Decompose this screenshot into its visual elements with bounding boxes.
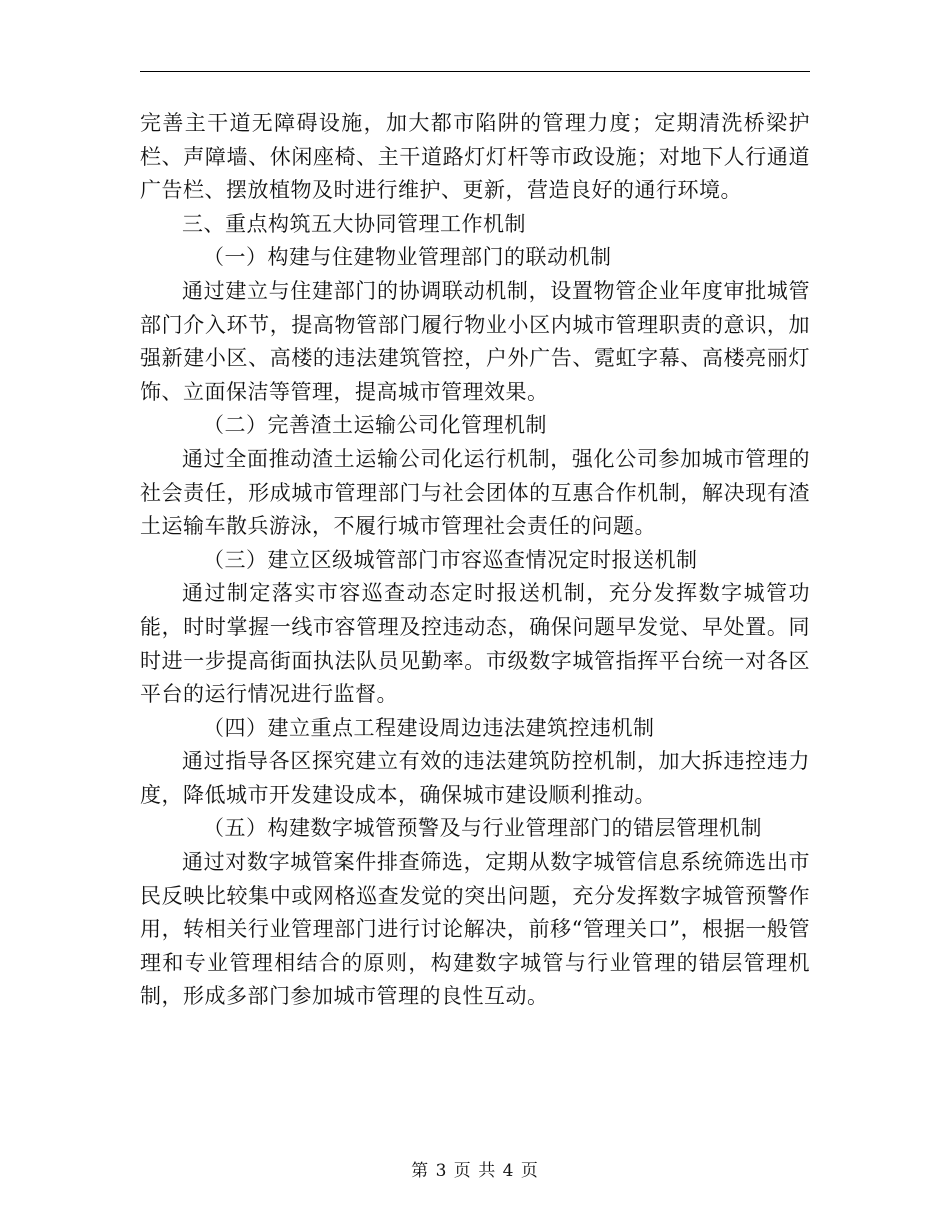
page-number: 第 3 页 共 4 页	[411, 1161, 539, 1181]
paragraph: 通过全面推动渣土运输公司化运行机制，强化公司参加城市管理的社会责任，形成城市管理部门与社会团体的互惠合作机制，解决现有渣土运输车散兵游泳，不履行城市管理社会责任的问题。	[140, 446, 810, 539]
subsection-heading-5: （五）构建数字城管预警及与行业管理部门的错层管理机制	[203, 816, 762, 841]
paragraph: 通过对数字城管案件排查筛选，定期从数字城管信息系统筛选出市民反映比较集中或网格巡查发觉的突出问题，充分发挥数字城管预警作用，转相关行业管理部门进行讨论解决，前移“管理关口”，根据一般管理和专业管理相结合的原则，构建数字城管与行业管理的错层管理机制，形成多部门参加城市管理的良性互动。	[140, 850, 810, 1009]
subsection-heading-1: （一）构建与住建物业管理部门的联动机制	[203, 245, 612, 270]
section-heading: 三、重点构筑五大协同管理工作机制	[182, 211, 526, 236]
subsection-heading-2: （二）完善渣土运输公司化管理机制	[203, 413, 547, 438]
document-body	[140, 107, 810, 1014]
paragraph: 通过指导各区探究建立有效的违法建筑防控机制，加大拆违控违力度，降低城市开发建设成本，确保城市建设顺利推动。	[140, 749, 810, 807]
paragraph-continuation: 完善主干道无障碍设施，加大都市陷阱的管理力度；定期清洗桥梁护栏、声障墙、休闲座椅、主干道路灯灯杆等市政设施；对地下人行通道广告栏、摆放植物及时进行维护、更新，营造良好的通行环境。	[140, 111, 810, 203]
header-rule	[140, 71, 810, 72]
subsection-heading-4: （四）建立重点工程建设周边违法建筑控违机制	[203, 715, 655, 740]
paragraph: 通过建立与住建部门的协调联动机制，设置物管企业年度审批城管部门介入环节，提高物管部门履行物业小区内城市管理职责的意识，加强新建小区、高楼的违法建筑管控，户外广告、霓虹字幕、高楼亮丽灯饰、立面保洁等管理，提高城市管理效果。	[140, 278, 810, 404]
paragraph: 通过制定落实市容巡查动态定时报送机制，充分发挥数字城管功能，时时掌握一线市容管理及控违动态，确保问题早发觉、早处置。同时进一步提高街面执法队员见勤率。市级数字城管指挥平台统一对各区平台的运行情况进行监督。	[140, 581, 810, 707]
subsection-heading-3: （三）建立区级城管部门市容巡查情况定时报送机制	[203, 547, 698, 572]
